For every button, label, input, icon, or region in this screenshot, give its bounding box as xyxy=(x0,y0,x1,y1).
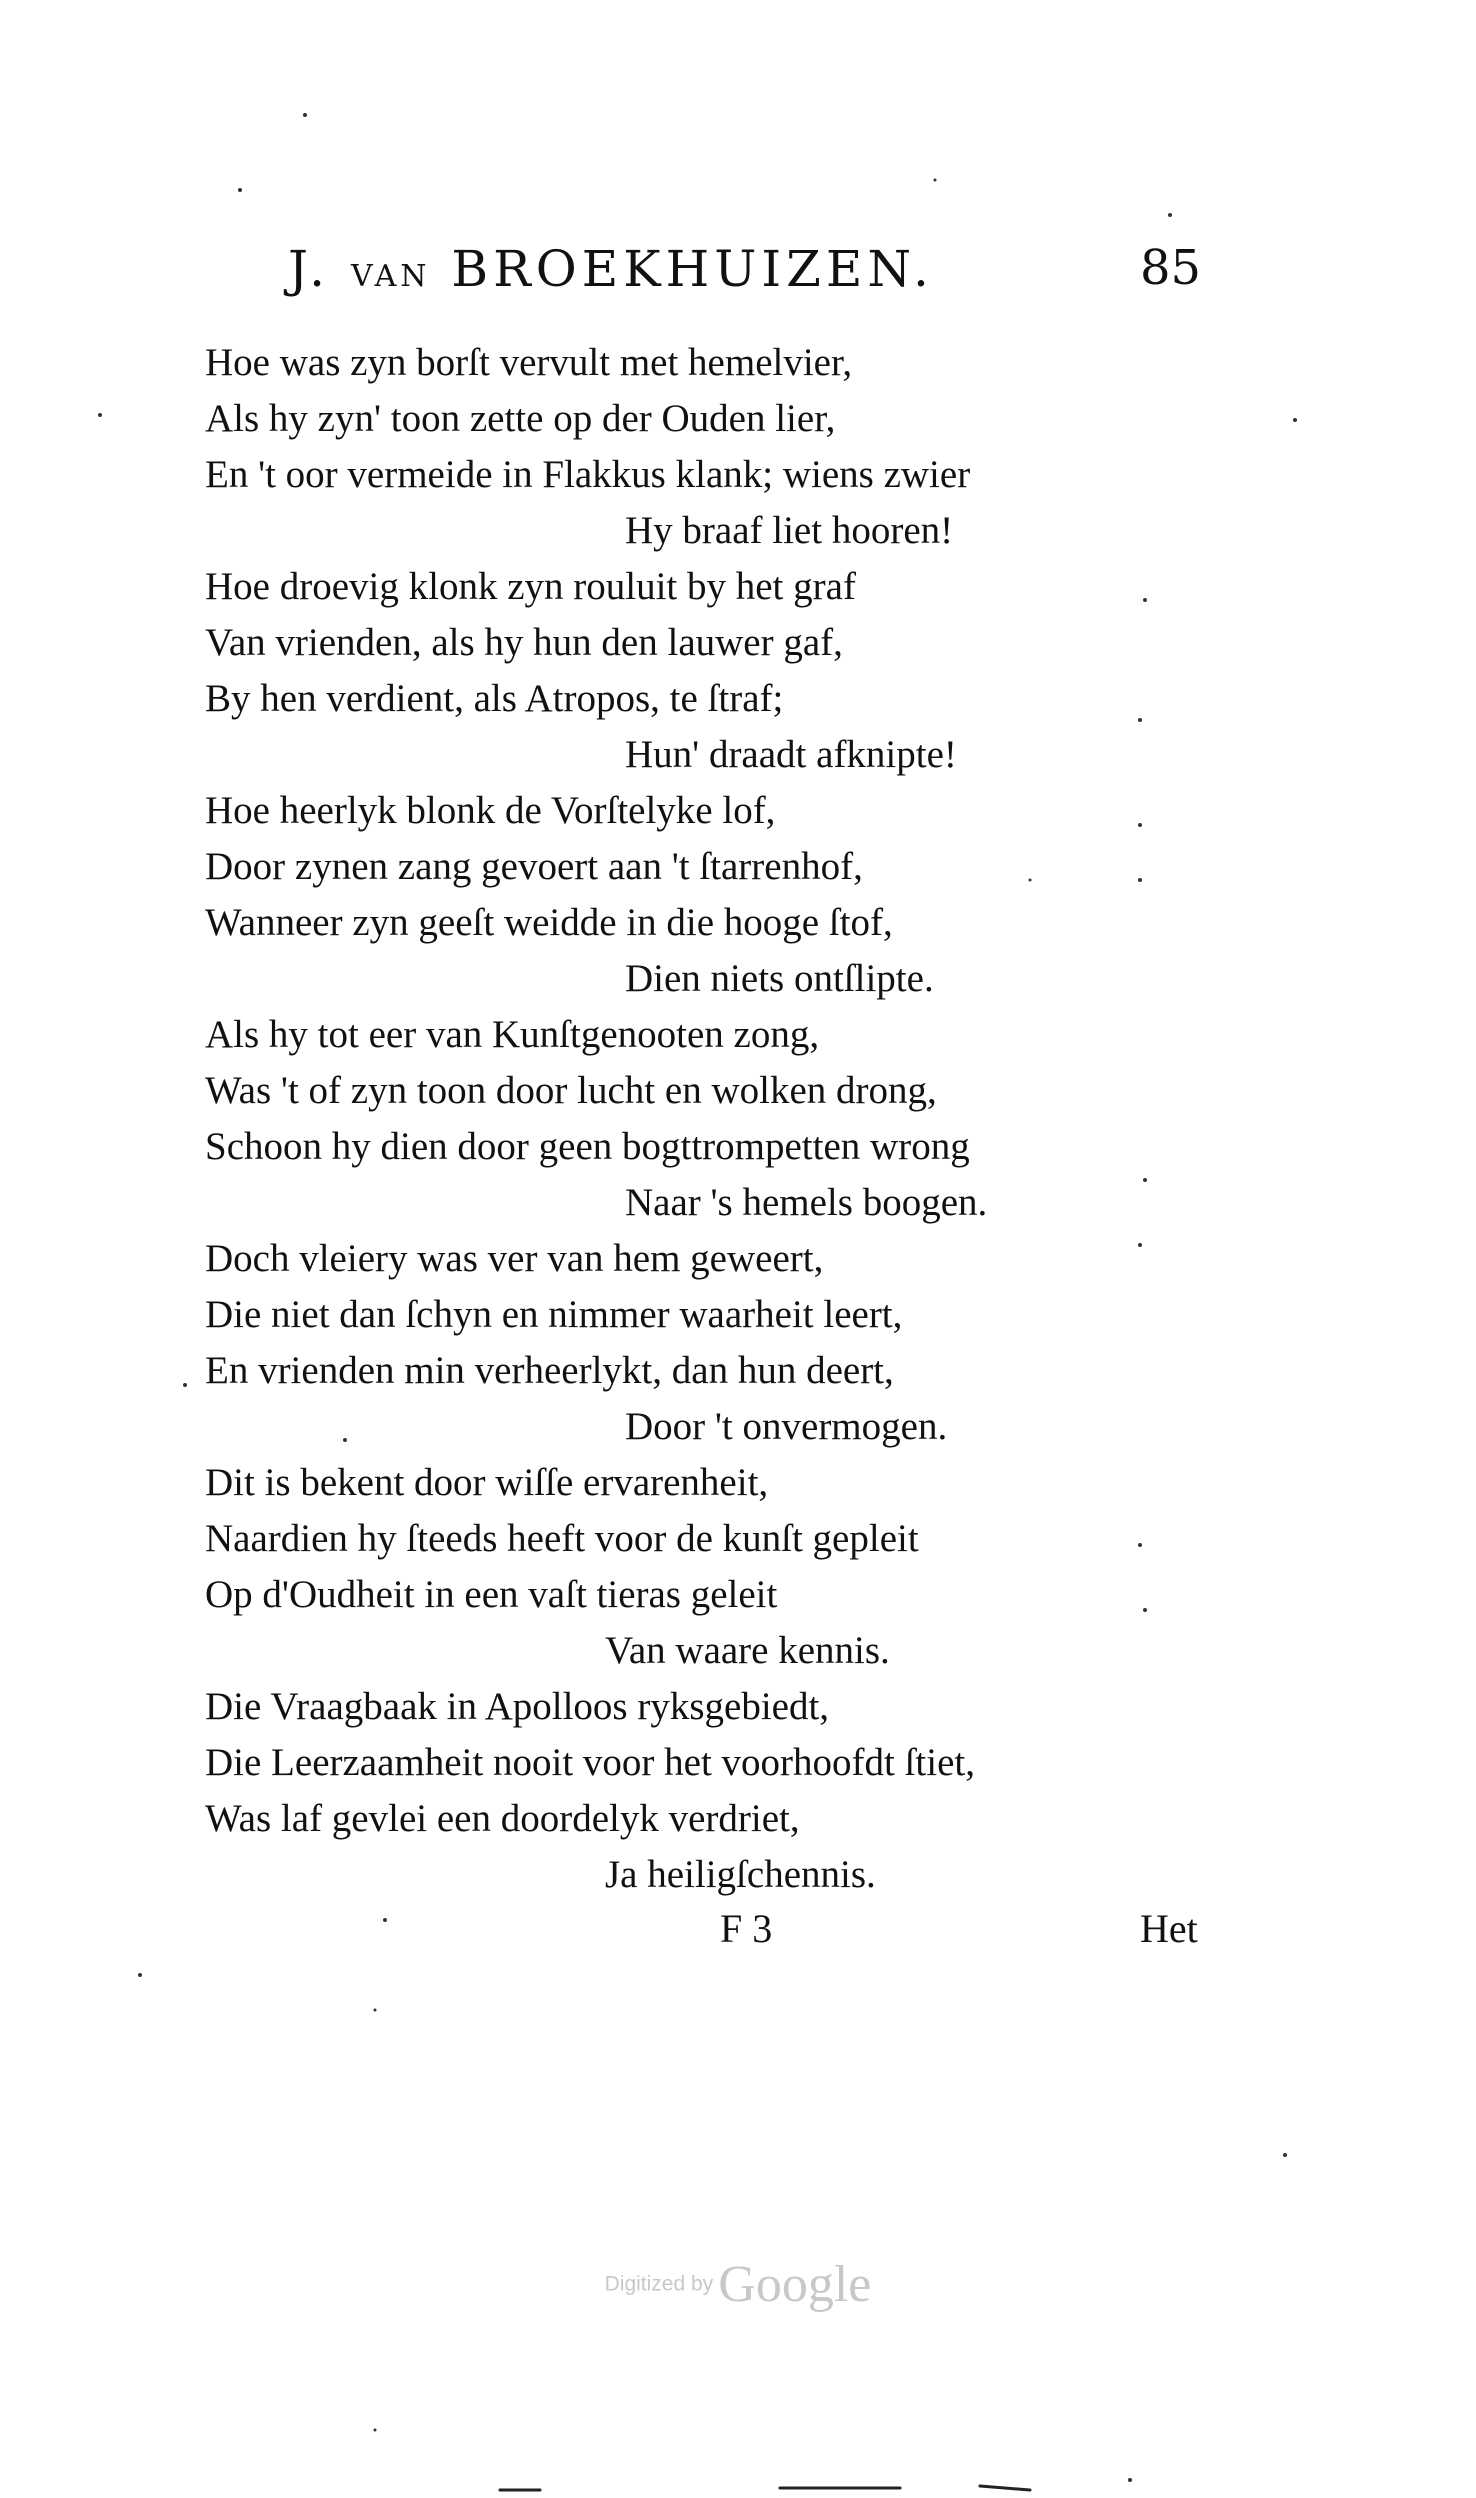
refrain-line: Ja heiligſchennis. xyxy=(605,1853,876,1896)
ink-mark xyxy=(980,2486,1030,2490)
speck xyxy=(98,413,102,417)
verse-line: Als hy zyn' toon zette op der Ouden lier, xyxy=(205,397,836,440)
stanza xyxy=(205,335,1305,559)
speck xyxy=(1283,2153,1287,2157)
speck xyxy=(374,2009,377,2012)
verse-line: Van vrienden, als hy hun den lauwer gaf, xyxy=(205,621,843,664)
verse-line: Schoon hy dien door geen bogttrompetten wrong xyxy=(205,1125,970,1168)
running-head-name: BROEKHUIZEN. xyxy=(451,240,934,298)
stanza xyxy=(205,783,1305,1007)
stanza xyxy=(205,1007,1305,1231)
verse-line: En vrienden min verheerlykt, dan hun deert, xyxy=(205,1349,894,1392)
verse-line: By hen verdient, als Atropos, te ſtraf; xyxy=(205,677,784,720)
speck xyxy=(374,2429,377,2432)
verse-line: Door zynen zang gevoert aan 't ſtarrenhof, xyxy=(205,845,863,888)
verse-line: Was laf gevlei een doordelyk verdriet, xyxy=(205,1797,800,1840)
page-footer xyxy=(0,1905,1476,1965)
verse-line: Wanneer zyn geeſt weidde in die hooge ſtof, xyxy=(205,901,893,944)
page-number: 85 xyxy=(1140,240,1202,296)
verse-line: Als hy tot eer van Kunſtgenooten zong, xyxy=(205,1013,820,1056)
speck xyxy=(303,113,307,117)
watermark-prefix: Digitized by xyxy=(604,2272,714,2296)
verse-line: Dit is bekent door wiſſe ervarenheit, xyxy=(205,1461,769,1504)
speck xyxy=(138,1973,142,1977)
verse-line: Die Leerzaamheit nooit voor het voorhoofdt ſtiet, xyxy=(205,1741,976,1784)
verse-line: Op d'Oudheit in een vaſt tieras geleit xyxy=(205,1573,778,1616)
verse-line: Hoe was zyn borſt vervult met hemelvier, xyxy=(205,341,853,384)
speck xyxy=(238,188,242,192)
stanza xyxy=(205,1455,1305,1679)
refrain-line: Hun' draadt afknipte! xyxy=(625,733,957,776)
refrain-line: Hy braaf liet hooren! xyxy=(625,509,954,552)
speck xyxy=(183,1383,187,1387)
verse-line: En 't oor vermeide in Flakkus klank; wiens zwier xyxy=(205,453,971,496)
verse-line: Die niet dan ſchyn en nimmer waarheit leert, xyxy=(205,1293,903,1336)
stanza xyxy=(205,1231,1305,1455)
verse-line: Was 't of zyn toon door lucht en wolken drong, xyxy=(205,1069,937,1112)
verse-line: Hoe droevig klonk zyn rouluit by het graf xyxy=(205,565,856,608)
running-head xyxy=(288,240,934,298)
signature-mark: F 3 xyxy=(720,1906,773,1951)
digitized-watermark xyxy=(0,2255,1476,2314)
refrain-line: Van waare kennis. xyxy=(605,1629,890,1672)
verse-line: Naardien hy ſteeds heeft voor de kunſt gepleit xyxy=(205,1517,919,1560)
speck xyxy=(1168,213,1172,217)
verse-line: Doch vleiery was ver van hem geweert, xyxy=(205,1237,824,1280)
refrain-line: Dien niets ontſlipte. xyxy=(625,957,934,1000)
running-head-van: VAN xyxy=(350,259,431,294)
stanza xyxy=(205,1679,1305,1903)
speck xyxy=(1128,2478,1132,2482)
speck xyxy=(934,179,937,182)
page-header xyxy=(0,240,1476,320)
poem-body xyxy=(205,335,1305,1903)
catchword: Het xyxy=(1140,1906,1198,1951)
refrain-line: Door 't onvermogen. xyxy=(625,1405,948,1448)
watermark-brand-logo: Google xyxy=(718,2256,872,2313)
verse-line: Hoe heerlyk blonk de Vorſtelyke lof, xyxy=(205,789,776,832)
verse-line: Die Vraagbaak in Apolloos ryksgebiedt, xyxy=(205,1685,830,1728)
running-head-initial: J. xyxy=(288,240,331,298)
stanza xyxy=(205,559,1305,783)
refrain-line: Naar 's hemels boogen. xyxy=(625,1181,988,1224)
